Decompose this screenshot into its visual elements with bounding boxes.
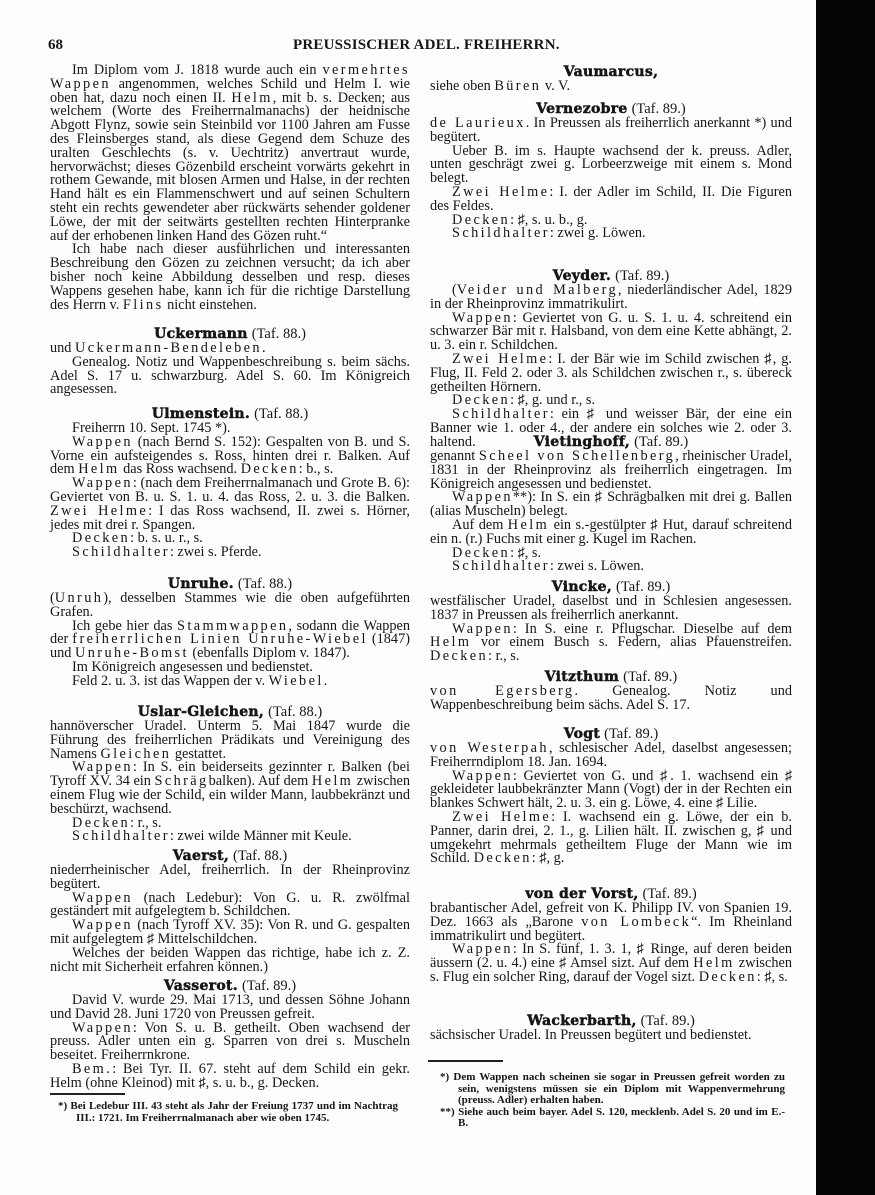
text-run: sächsischer Uradel. In Preussen begütert und bedienstet. xyxy=(430,1027,752,1043)
paragraph xyxy=(430,284,792,312)
spaced-emphasis: Schildhalter xyxy=(452,225,550,242)
spaced-emphasis: Flins xyxy=(122,296,164,313)
entry xyxy=(430,580,792,664)
text-run: : zwei s. Pferde. xyxy=(169,544,262,561)
text-run: : Geviertet von G. u. S. 1. u. 4. schreitend ein schwarzer Bär mit r. Halsband, von dem eine Kette abhängt, 2. u. 3. ein r. Schildchen. xyxy=(430,309,792,354)
paragraph xyxy=(50,64,410,243)
entry xyxy=(430,727,792,866)
paragraph xyxy=(50,672,410,689)
entry-name: Vincke, xyxy=(551,579,613,595)
paragraph xyxy=(50,1060,410,1091)
paragraph xyxy=(50,994,410,1022)
paragraph xyxy=(430,943,792,984)
spaced-emphasis: Zwei Helme xyxy=(50,502,149,519)
text-run: Ueber B. im s. Haupte wachsend der k. preuss. Adler, unten geschrägt zwei g. Lorbeerzweige mit einem s. Mond belegt. xyxy=(430,142,792,187)
spaced-emphasis: Zwei Helme xyxy=(452,808,552,825)
spaced-emphasis: Schildhalter xyxy=(72,544,170,561)
text-run: . In Preussen als freiherrlich anerkannt *) und begütert. xyxy=(430,115,792,145)
text-run: und xyxy=(50,340,76,356)
text-run: “. Im Rheinland immatrikulirt und begütert. xyxy=(430,913,792,944)
text-run: : zwei wilde Männer mit Keule. xyxy=(169,828,352,845)
text-run: (nach Tyroff XV. 35): Von R. und G. gespalten mit aufgelegtem ♯ Mittelschildchen. xyxy=(50,917,410,947)
entry-name: Vaerst, xyxy=(172,848,230,864)
text-run: : In S. fünf, 1. 3. 1, ♯ Ringe, auf deren beiden äussern (2. u. 4.) eine ♯ Amsel sizt. Auf dem xyxy=(430,941,792,972)
text-run: : Von S. u. B. getheilt. Oben wachsend der preuss. Adler unten ein g. Sparren von drei s. Muscheln beseitet. Freiherrnkrone. xyxy=(50,1019,410,1064)
text-run: Ich gebe hier das xyxy=(72,617,177,634)
plate-reference: (Taf. 89.) xyxy=(604,726,659,742)
plate-reference: (Taf. 88.) xyxy=(254,406,309,422)
spaced-emphasis: Bem. xyxy=(72,1060,113,1077)
spaced-emphasis: von Egersberg xyxy=(430,683,575,699)
spaced-emphasis: Zwei Helme xyxy=(452,350,549,367)
entry xyxy=(430,435,792,574)
text-run: genannt xyxy=(430,448,479,464)
text-run: das Ross wachsend. xyxy=(119,461,241,478)
spaced-emphasis: Wappen xyxy=(452,620,513,637)
spaced-emphasis: Helm xyxy=(78,461,120,478)
text-run: (nach Bernd S. 152): Gespalten von B. und S. Vorne ein aufsteigendes s. Ross, hinten drei r. Balken. Auf dem xyxy=(50,433,410,478)
entry-name: Unruhe. xyxy=(167,576,234,592)
entry-name: Vernezobre xyxy=(536,101,628,117)
entry xyxy=(50,577,410,689)
spaced-emphasis: Unruhe-Bomst xyxy=(75,645,189,662)
text-run: . Genealog. Notiz und Wappenbeschreibung beim sächs. Adel S. 17. xyxy=(430,683,793,713)
text-run: : ein ♯ und weisser Bär, der eine ein Banner wie 1. oder 4., der andere ein solches wie 2. oder 3. haltend. xyxy=(430,406,792,450)
text-run: , schlesischer Adel, daselbst angesessen; Freiherrndiplom 18. Jan. 1694. xyxy=(430,740,792,770)
plate-reference: (Taf. 88.) xyxy=(233,848,288,864)
text-run: : In S. eine r. Pflugschar. Dieselbe auf dem xyxy=(512,620,792,637)
text-run: Feld 2. u. 3. ist das Wappen der v. xyxy=(72,672,269,689)
entry xyxy=(430,887,792,985)
spaced-emphasis: Wiebel xyxy=(268,672,324,689)
spaced-emphasis: Helm xyxy=(231,89,273,106)
spaced-emphasis: Uckermann-Bendeleben xyxy=(75,340,262,356)
paragraph xyxy=(430,142,792,187)
text-run: , sodann die Wappen der xyxy=(50,617,410,648)
text-run: (nach Ledebur): Von G. u. R. zwölfmal geständert mit aufgelegtem b. Schildchen. xyxy=(50,889,410,920)
paragraph xyxy=(50,889,410,920)
spaced-emphasis: Unruh xyxy=(54,590,104,606)
plate-reference: (Taf. 89.) xyxy=(616,579,671,595)
entry-name: Vietinghoff, xyxy=(533,434,631,450)
entry-name: Vitzthum xyxy=(544,669,620,685)
text-run: Auf dem xyxy=(452,516,508,533)
spaced-emphasis: von Lombeck xyxy=(581,913,692,930)
text-run: (1847) und xyxy=(50,631,410,662)
plate-reference: (Taf. 88.) xyxy=(237,576,293,592)
text-run: , niederländischer Adel, 1829 in der Rheinprovinz immatrikulirt. xyxy=(430,282,792,312)
entry xyxy=(430,65,792,94)
text-run: : r., s. xyxy=(488,648,520,665)
spaced-emphasis: vermehrtes Wappen xyxy=(50,62,410,92)
text-run: : In S. ein beiderseits gezinnter r. Balken (bei Tyroff XV. 34 ein xyxy=(50,759,410,790)
paragraph xyxy=(430,767,792,812)
plate-reference: (Taf. 89.) xyxy=(631,101,686,117)
text-run: Freiherrn 10. Sept. 1745 *). xyxy=(72,420,231,436)
spaced-emphasis: Schildhalter xyxy=(452,558,550,575)
paragraph xyxy=(430,227,792,241)
text-run: zwischen einem Flug wie der Schild, ein wilder Mann, laubbekränzt und beschürzt, wachsend. xyxy=(50,773,410,817)
spaced-emphasis: Decken xyxy=(72,530,131,547)
spaced-emphasis: von Westerpah xyxy=(430,740,549,756)
spaced-emphasis: Gleichen xyxy=(100,745,172,762)
text-run: : I. der Adler im Schild, II. Die Figuren des Feldes. xyxy=(430,183,793,214)
text-run: zwischen s. Flug ein solcher Ring, darauf der Vogel sizt. xyxy=(430,955,792,985)
text-run: (ebenfalls Diplom v. 1847). xyxy=(188,645,350,662)
spaced-emphasis: Wappen xyxy=(452,309,513,326)
spaced-emphasis: Büren xyxy=(494,78,542,94)
text-run: : Geviertet von G. und ♯. 1. wachsend ein ♯ gekleideter laubbekränzter Mann (Vogt) der in der Rechten ein blankes Schwert hält, 2. u. 3. ein g. Löwe, 4. eine ♯ Lilie. xyxy=(430,767,792,812)
spaced-emphasis: Decken xyxy=(240,461,299,478)
text-run: balken). Auf dem xyxy=(208,773,312,790)
paragraph xyxy=(50,617,410,662)
paragraph xyxy=(430,491,792,519)
paragraph xyxy=(50,761,410,816)
plate-reference: (Taf. 89.) xyxy=(640,1013,695,1029)
footnote-rule-left xyxy=(50,1093,125,1095)
page-number: 68 xyxy=(48,37,63,53)
entry-name: Uslar-Gleichen, xyxy=(137,704,265,720)
paragraph xyxy=(430,1029,792,1043)
spaced-emphasis: Decken xyxy=(473,850,532,867)
scan-black-margin xyxy=(816,0,875,1195)
text-run: nicht einstehen. xyxy=(163,296,257,313)
plate-reference: (Taf. 89.) xyxy=(623,669,678,685)
spaced-emphasis: Decken xyxy=(698,968,757,985)
paragraph xyxy=(50,353,410,398)
entry xyxy=(50,407,410,560)
paragraph xyxy=(430,560,792,574)
footnote-rule-right xyxy=(428,1060,503,1062)
spaced-emphasis: Wappen xyxy=(72,917,133,934)
text-run: : I das Ross wachsend, II. zwei s. Hörner, jedes mit drei r. Spangen. xyxy=(50,502,411,533)
paragraph xyxy=(430,80,792,94)
entry xyxy=(50,849,410,974)
text-run: : I. der Bär wie im Schild zwischen ♯, g. Flug, II. Feld 2. oder 3. als Schildchen zwischen r., s. übereck getheilten Hörnern. xyxy=(430,350,792,395)
entry-name: Veyder. xyxy=(552,268,612,284)
footnotes-right xyxy=(440,1072,785,1130)
paragraph xyxy=(430,117,792,145)
text-run: brabantischer Adel, gefreit von K. Philipp IV. von Spanien 19. Dez. 1663 als „Barone xyxy=(430,900,792,930)
text-run: , rheinischer Uradel, 1831 in der Rheinprovinz als freiherrlich eingetragen. Im Königreich angesessen und bedienstet. xyxy=(430,448,792,492)
text-run: v. V. xyxy=(541,78,571,94)
text-run: hannöverscher Uradel. Unterm 5. Mai 1847 wurde die Führung des freiherrlichen Prädikats und Vereinigung des Namens xyxy=(50,718,410,762)
paragraph xyxy=(430,309,792,354)
entry-name: Vasserot. xyxy=(163,978,238,994)
text-run: ( xyxy=(50,590,55,606)
spaced-emphasis: Wappen xyxy=(452,767,513,784)
text-run: : ♯, g. und r., s. xyxy=(510,392,596,409)
plate-reference: (Taf. 89.) xyxy=(642,886,697,902)
text-run: niederrheinischer Adel, freiherrlich. In der Rheinprovinz begütert. xyxy=(50,862,410,892)
text-run: : zwei s. Löwen. xyxy=(549,558,644,575)
plate-reference: (Taf. 89.) xyxy=(634,434,689,450)
spaced-emphasis: Stammwappen xyxy=(177,617,289,634)
spaced-emphasis: de Laurieux xyxy=(430,115,526,131)
spaced-emphasis: Scheel von Schellenberg xyxy=(478,448,676,464)
spaced-emphasis: Wappen xyxy=(72,889,133,906)
paragraph xyxy=(50,720,410,761)
paragraph xyxy=(430,742,792,770)
text-run: Genealog. Notiz und Wappenbeschreibung s. beim sächs. Adel S. 17 u. schwarzburg. Adel S. 60. Im Königreich angesessen. xyxy=(50,353,410,398)
paragraph xyxy=(50,477,410,532)
intro-text xyxy=(50,64,410,312)
spaced-emphasis: Wappen xyxy=(72,1019,133,1036)
paragraph xyxy=(430,350,792,395)
text-run: : ♯, s. u. b., g. xyxy=(510,211,588,228)
text-run: **): In S. ein ♯ Schrägbalken mit drei g. Ballen (alias Muscheln) belegt. xyxy=(430,489,792,520)
spaced-emphasis: Schildhalter xyxy=(452,406,550,423)
footnote: *) Bei Ledebur III. 43 steht als Jahr der Freiung 1737 und im Nachtrag III.: 1721. Im Freiherrnalmanach aber wie oben 1745. xyxy=(58,1100,398,1124)
paragraph xyxy=(430,595,792,623)
entry-name: Vogt xyxy=(563,726,601,742)
spaced-emphasis: Wappen xyxy=(72,759,133,776)
paragraph xyxy=(430,902,792,943)
paragraph xyxy=(50,546,410,560)
plate-reference: (Taf. 89.) xyxy=(241,978,297,994)
entry-name: von der Vorst, xyxy=(525,886,639,902)
text-run: ), desselben Stammes wie die oben aufgeführten Grafen. xyxy=(50,590,410,620)
spaced-emphasis: Decken xyxy=(452,544,511,561)
paragraph xyxy=(430,183,793,214)
paragraph xyxy=(50,864,410,892)
text-run: Im Diplom vom J. 1818 wurde auch ein xyxy=(72,62,323,78)
entry xyxy=(430,1014,792,1043)
entry xyxy=(430,102,792,241)
spaced-emphasis: Schildhalter xyxy=(72,828,170,845)
text-run: , mit b. s. Decken; aus welchem (Worte des Freiherrnalmanachs) der heidnische Abgott Flynz, sowie sein Steinbild vor 1100 Jahren am Fusse des Fleinsberges stand, als diese Gegend dem Schuze des uralten Geschlechts (s. v. Uechtritz) anvertraut wurde, hervorwächst; dieses Gözenbild erscheint vorwärts gekehrt in rothem Gewande, mit blosen Armen und Halse, in der rechten Hand hält es ein Flammenschwert und auf seinen Schultern steht ein rechts gewendeter aber rückwärts sehender goldener Löwe, der mit der seitwärts gestellten rechten Hinterpranke auf der erhobenen linken Hand des Gözen ruht.“ xyxy=(50,89,410,244)
text-run: : ♯, s. xyxy=(756,968,788,985)
text-run: angenommen, welches Schild und Helm I. wie oben hat, dazu noch einen II. xyxy=(50,75,410,106)
text-run: : b., s. xyxy=(298,461,334,478)
paragraph xyxy=(50,592,410,620)
spaced-emphasis: Wappen xyxy=(72,475,133,492)
spaced-emphasis: Wappen xyxy=(452,489,513,506)
paragraph xyxy=(50,243,410,312)
text-run: : b. s. u. r., s. xyxy=(130,530,203,547)
text-run: : I. wachsend ein g. Löwe, der ein b. Panner, darin drei, 2. 1., g. Lilien hält. II. zwischen g, ♯ und umgekehrt mehrmals getheiltem Fluge der Mann wie im Schild. xyxy=(430,808,793,867)
spaced-emphasis: Helm xyxy=(430,634,472,651)
text-run: westfälischer Uradel, daselbst und in Schlesien angesessen. 1837 in Preussen als freiherrlich anerkannt. xyxy=(430,593,792,623)
spaced-emphasis: Wappen xyxy=(452,941,513,958)
text-run: . xyxy=(323,672,328,689)
spaced-emphasis: Decken xyxy=(72,814,131,831)
spaced-emphasis: Veider und Malberg xyxy=(456,282,619,298)
entry xyxy=(50,705,410,844)
text-run: siehe oben xyxy=(430,78,495,94)
spaced-emphasis: Helm xyxy=(507,516,550,533)
entry-name: Ulmenstein. xyxy=(151,406,251,422)
spaced-emphasis: Zwei Helme xyxy=(452,183,550,200)
entry-name: Vaumarcus, xyxy=(563,64,659,80)
plate-reference: (Taf. 89.) xyxy=(615,268,670,284)
text-run: : (nach dem Freiherrnalmanach und Grote B. 6): Geviertet von B. u. S. 1. u. 4. das Ross, 2. u. 3. die Balken. xyxy=(50,475,410,505)
text-run: : ♯, g. xyxy=(531,850,565,867)
text-run: : ♯, s. xyxy=(510,544,542,561)
footnotes-left xyxy=(58,1101,398,1124)
spaced-emphasis: Helm xyxy=(311,773,354,790)
entry-name: Wackerbarth, xyxy=(527,1013,637,1029)
spaced-emphasis: Helm xyxy=(693,955,735,972)
entry xyxy=(430,269,792,450)
plate-reference: (Taf. 88.) xyxy=(251,326,306,342)
text-run: vor einem Busch s. Federn, alias Pfauenstreifen. xyxy=(471,634,792,651)
text-run: Ich habe nach dieser ausführlichen und interessanten Beschreibung den Gözen zu zeichnen versucht; da ich aber bisher noch keine Abbildung desselben und resp. dieses Wappens gesehen habe, kann ich für die richtige Darstellung des Herrn v. xyxy=(50,241,410,313)
spaced-emphasis: Wappen xyxy=(72,433,133,450)
paragraph xyxy=(430,808,793,867)
spaced-emphasis: Schräg xyxy=(154,773,209,790)
spaced-emphasis: Decken xyxy=(430,648,489,665)
text-run: . xyxy=(261,340,266,356)
spaced-emphasis: Decken xyxy=(452,211,511,228)
text-run: : Bei Tyr. II. 67. steht auf dem Schild ein gekr. Helm (ohne Kleinod) mit ♯, s. u. b., g. Decken. xyxy=(50,1060,410,1091)
paragraph xyxy=(430,685,792,713)
text-run: ein s.-gestülpter ♯ Hut, darauf schreitend ein n. (r.) Fuchs mit einer g. Kugel im Rachen. xyxy=(430,516,792,547)
text-run: gestattet. xyxy=(171,745,227,762)
paragraph xyxy=(430,620,792,665)
text-run: Im Königreich angesessen und bedienstet. xyxy=(72,658,313,675)
spaced-emphasis: Decken xyxy=(452,392,511,409)
text-run: : zwei g. Löwen. xyxy=(549,225,646,242)
paragraph xyxy=(50,1019,410,1064)
footnote: **) Siehe auch beim bayer. Adel S. 120, mecklenb. Adel S. 20 und im E.-B. xyxy=(440,1105,785,1129)
paragraph xyxy=(430,516,792,547)
text-run: ( xyxy=(452,282,457,298)
text-run: : r., s. xyxy=(130,814,162,831)
entry-name: Uckermann xyxy=(154,326,248,342)
paragraph xyxy=(50,919,410,947)
text-run: David V. wurde 29. Mai 1713, und dessen Söhne Johann und David 28. Juni 1720 von Preussen gefreit. xyxy=(50,992,410,1022)
paragraph xyxy=(50,830,410,844)
paragraph xyxy=(50,944,410,975)
paragraph xyxy=(430,450,792,491)
entry xyxy=(50,979,410,1091)
running-head: PREUSSISCHER ADEL. FREIHERRN. xyxy=(293,37,560,53)
entry xyxy=(430,670,792,713)
spaced-emphasis: freiherrlichen Linien Unruhe-Wiebel xyxy=(72,631,368,648)
entry xyxy=(50,327,410,397)
plate-reference: (Taf. 88.) xyxy=(268,704,323,720)
text-run: Welches der beiden Wappen das richtige, habe ich z. Z. nicht mit Sicherheit erfahren können.) xyxy=(50,944,410,975)
footnote: *) Dem Wappen nach scheinen sie sogar in Preussen gefreit worden zu sein, wenigstens müssen sie ein Diplom mit Wappenvermehrung (preuss. Adler) erhalten haben. xyxy=(440,1071,785,1106)
paragraph xyxy=(50,433,410,478)
